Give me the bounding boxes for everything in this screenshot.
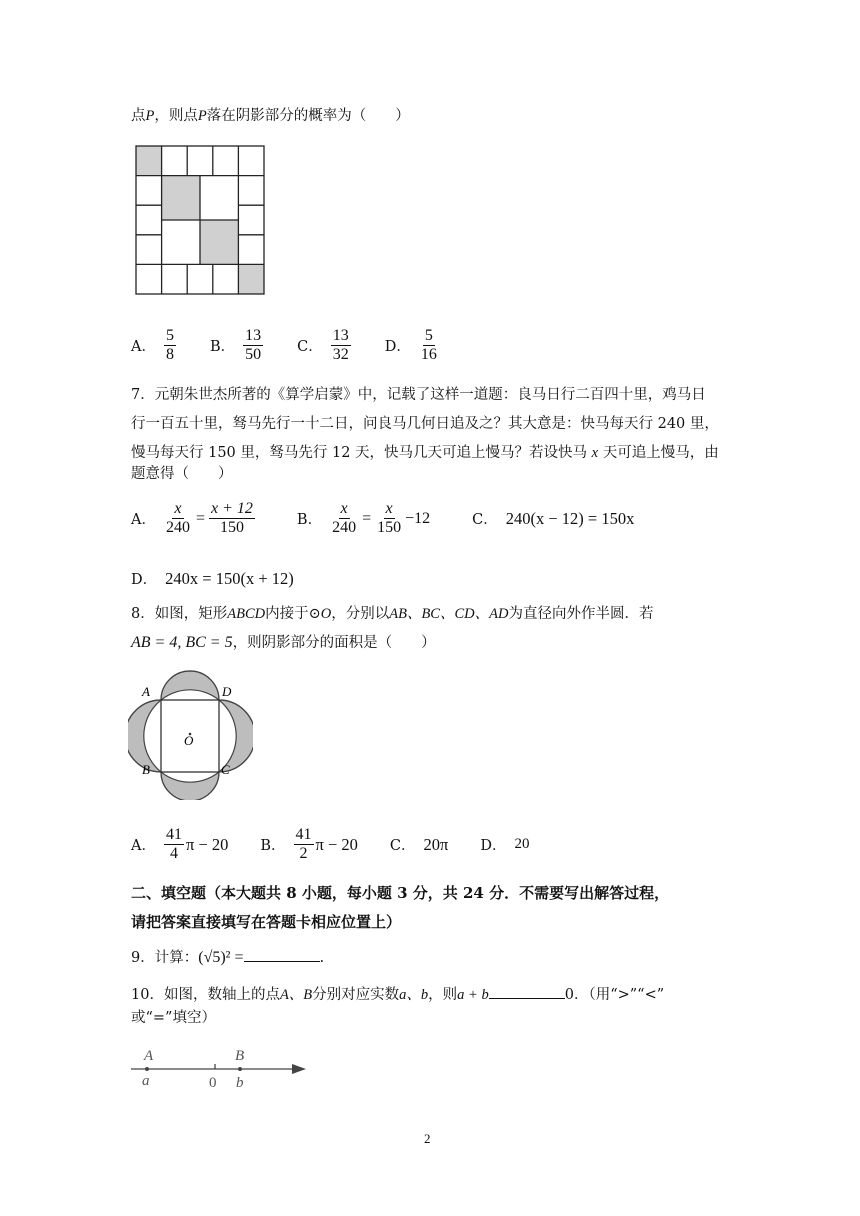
q7-var-x: x — [591, 445, 599, 461]
q7-options-row2 — [131, 568, 324, 589]
q7-option-d[interactable]: D． 240x = 150(x + 12) — [131, 568, 294, 588]
q6-text-e: 落在阴影部分的概率为（ ） — [206, 108, 410, 124]
q7-line-2: 行一百五十里，驽马先行一十二日，问良马几何日追及之？其大意是：快马每天行 240 里， — [131, 416, 719, 432]
q10-label-a: a — [142, 1073, 150, 1089]
q6-option-d[interactable]: D． $\frac{5}{16}$ — [384, 327, 437, 363]
q6-question-tail — [131, 106, 410, 126]
q8-circle-rectangle-figure — [128, 670, 253, 800]
q10-label-zero: 0 — [209, 1075, 217, 1091]
q10-label-b: b — [236, 1075, 244, 1091]
q10-number-line-figure — [128, 1040, 313, 1095]
q6-option-a[interactable]: A． $\frac{5}{8}$ — [131, 327, 174, 363]
q8-options — [131, 826, 560, 863]
q8-option-c[interactable]: C． 20π — [389, 834, 449, 854]
q10-label-B: B — [235, 1048, 245, 1064]
q8-line-2: AB = 4, BC = 5，则阴影部分的面积是（ ） — [131, 634, 436, 651]
q6-text-c: ，则点 — [154, 108, 198, 124]
q8-label-o: O — [184, 733, 194, 748]
q8-label-a: A — [142, 684, 150, 699]
q6-options — [131, 327, 469, 364]
q10-arrow-icon — [292, 1064, 306, 1074]
q7-option-a[interactable]: A． $\frac{x}{240}$ = $\frac{x + 12}{150}$ — [131, 500, 253, 536]
q10-answer-blank[interactable] — [489, 984, 565, 999]
q10-label-A: A — [144, 1048, 154, 1064]
q6-var-p2: P — [197, 108, 207, 124]
q7-line-4: 题意得（ ） — [131, 466, 233, 482]
q6-grid-figure — [135, 145, 265, 295]
q7-line-3: 慢马每天行 150 里，驽马先行 12 天，快马几天可追上慢马？若设快马 x 天可追上慢马，由 — [131, 445, 719, 461]
q7-line-1: 7．元朝朱世杰所著的《算学启蒙》中，记载了这样一道题：良马日行二百四十里，鸡马日 — [131, 387, 706, 403]
section2-heading-line1: 二、填空题（本大题共 8 小题，每小题 3 分，共 24 分．不需要写出解答过程， — [131, 884, 670, 902]
q8-option-d[interactable]: D． 20 — [480, 836, 530, 854]
q8-line-1: 8．如图，矩形ABCD内接于⊙O，分别以AB、BC、CD、AD为直径向外作半圆．若 — [131, 606, 654, 622]
q7-option-b[interactable]: B． $\frac{x}{240}$ = $\frac{x}{150}$ −12 — [296, 500, 431, 536]
q7-options-row1 — [131, 500, 664, 537]
q8-label-d: D — [222, 684, 232, 699]
q9-line: 9．计算：(√5)² = . — [131, 949, 325, 966]
q6-option-c[interactable]: C． $\frac{13}{32}$ — [297, 327, 349, 363]
q8-label-b: B — [142, 762, 150, 777]
q10-point-b — [238, 1067, 242, 1071]
q6-text-a: 点 — [131, 108, 146, 124]
q9-answer-blank[interactable] — [244, 947, 320, 962]
q8-label-c: C — [221, 762, 230, 777]
q8-option-a[interactable]: A． $\frac{41}{4}$ π − 20 — [131, 826, 229, 862]
q8-option-b[interactable]: B． $\frac{41}{2}$ π − 20 — [260, 826, 358, 862]
q6-var-p1: P — [145, 108, 155, 124]
q10-line-1: 10．如图，数轴上的点A、B分别对应实数a、b，则a + b 0．（用“>”“<” — [131, 984, 664, 1005]
q7-option-c[interactable]: C． 240(x − 12) = 150x — [472, 508, 635, 528]
q10-line-2: 或“=”填空） — [131, 1010, 216, 1026]
q6-option-b[interactable]: B． $\frac{13}{50}$ — [209, 327, 262, 363]
q10-point-a — [145, 1067, 149, 1071]
section2-heading-line2: 请把答案直接填写在答题卡相应位置上） — [131, 913, 402, 931]
page-number: 2 — [424, 1131, 431, 1146]
